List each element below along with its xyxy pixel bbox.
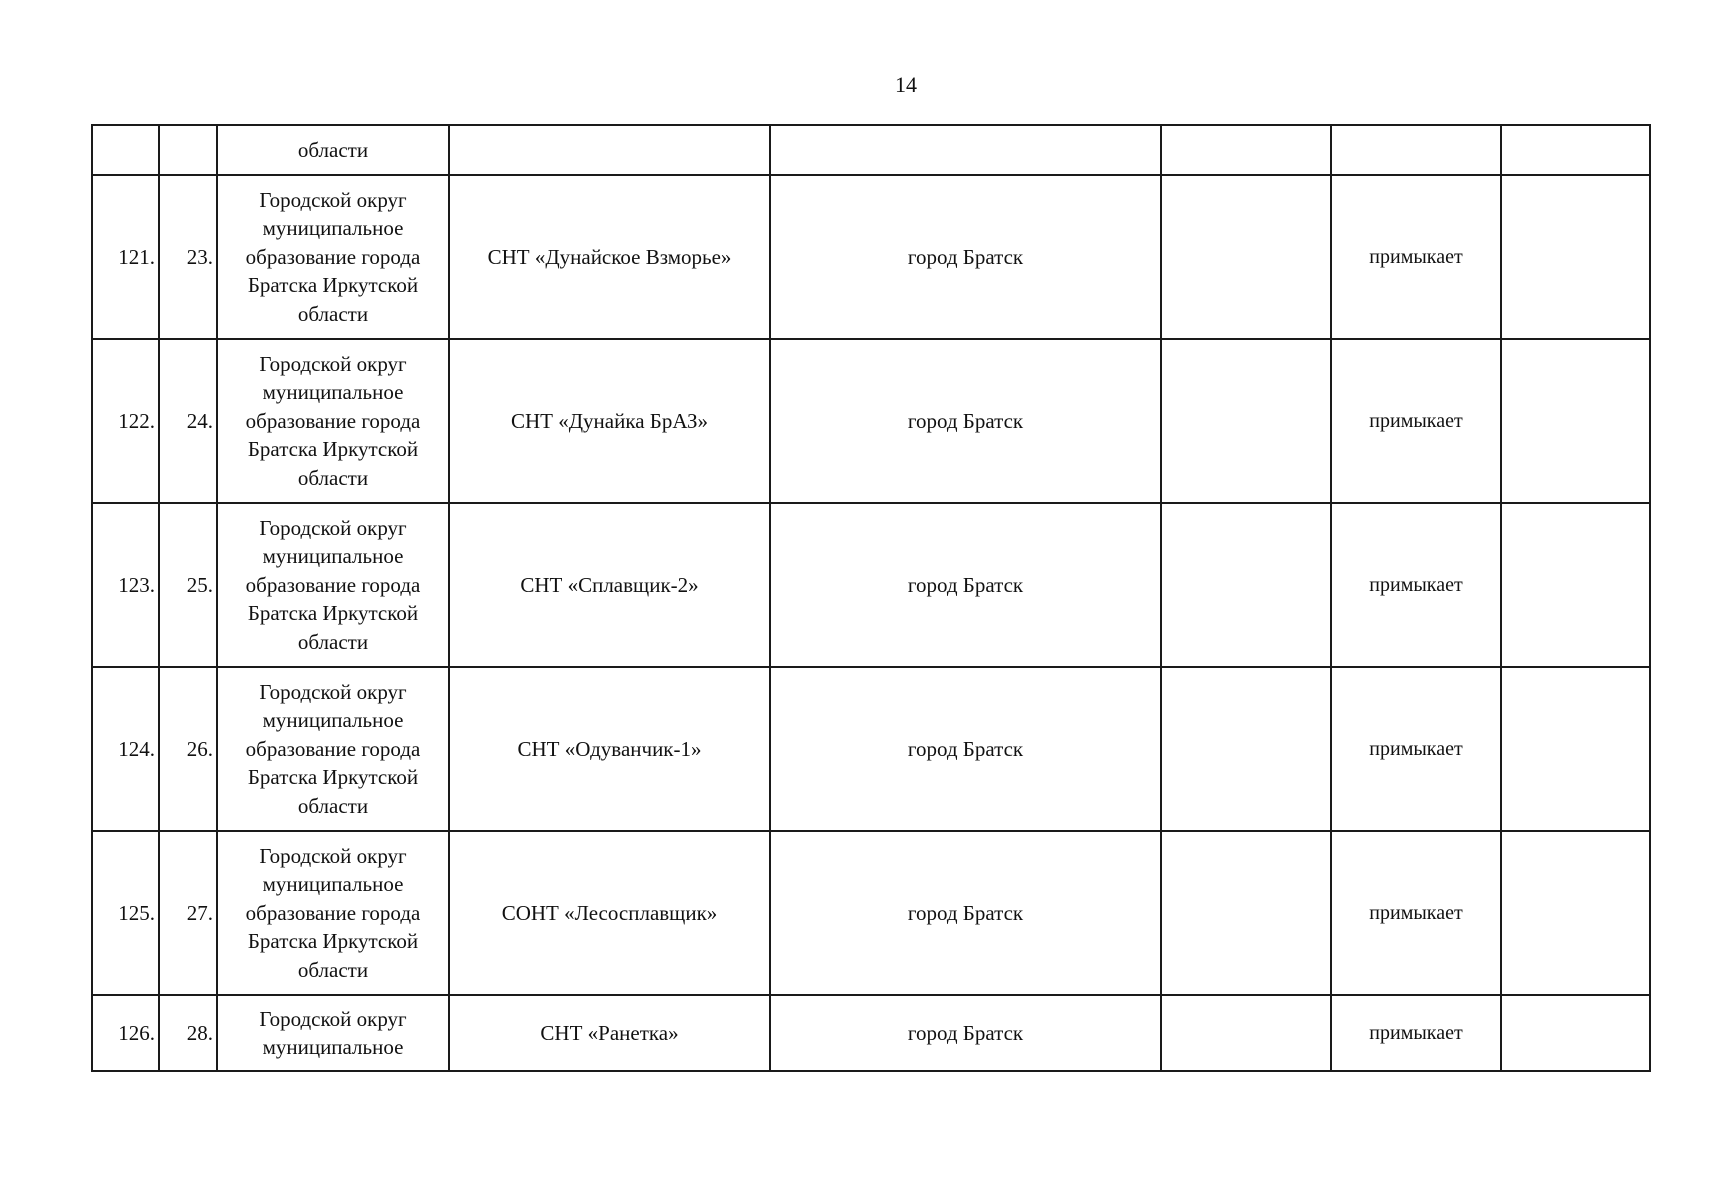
page-number: 14 xyxy=(895,72,917,97)
municipality-text: Городской округ муниципальное образование города Братска Иркутской области xyxy=(245,351,421,490)
cell-locality xyxy=(770,125,1161,175)
cell-extra xyxy=(1161,175,1331,339)
cell-subindex: 26. xyxy=(159,667,217,831)
cell-note xyxy=(1501,175,1650,339)
cell-note xyxy=(1501,339,1650,503)
cell-municipality xyxy=(217,175,449,339)
cell-subindex xyxy=(159,125,217,175)
cell-extra xyxy=(1161,831,1331,995)
cell-index: 122. xyxy=(92,339,159,503)
cell-note xyxy=(1501,125,1650,175)
table-row xyxy=(92,175,1650,339)
cell-extra xyxy=(1161,339,1331,503)
cell-subindex: 23. xyxy=(159,175,217,339)
cell-locality: город Братск xyxy=(770,667,1161,831)
cell-name: СНТ «Одуванчик-1» xyxy=(449,667,770,831)
table-row xyxy=(92,831,1650,995)
table-row xyxy=(92,995,1650,1071)
cell-note xyxy=(1501,503,1650,667)
municipality-text: Городской округ муниципальное образование города Братска Иркутской области xyxy=(245,515,421,654)
cell-relation: примыкает xyxy=(1331,503,1501,667)
cell-name: СНТ «Дунайка БрАЗ» xyxy=(449,339,770,503)
cell-note xyxy=(1501,831,1650,995)
cell-name: СОНТ «Лесосплавщик» xyxy=(449,831,770,995)
cell-relation: примыкает xyxy=(1331,667,1501,831)
cell-relation: примыкает xyxy=(1331,339,1501,503)
cell-municipality xyxy=(217,831,449,995)
table-row xyxy=(92,503,1650,667)
cell-name: СНТ «Ранетка» xyxy=(449,995,770,1071)
cell-locality: город Братск xyxy=(770,995,1161,1071)
municipality-text: Городской округ муниципальное образование города Братска Иркутской области xyxy=(245,187,421,326)
cell-relation: примыкает xyxy=(1331,995,1501,1071)
cell-note xyxy=(1501,667,1650,831)
cell-extra xyxy=(1161,995,1331,1071)
cell-index: 125. xyxy=(92,831,159,995)
municipality-text: Городской округ муниципальное образование города Братска Иркутской области xyxy=(245,843,421,982)
municipality-text: Городской округ муниципальное образование города Братска Иркутской области xyxy=(245,679,421,818)
cell-extra xyxy=(1161,125,1331,175)
cell-extra xyxy=(1161,667,1331,831)
cell-name: СНТ «Дунайское Взморье» xyxy=(449,175,770,339)
cell-note xyxy=(1501,995,1650,1071)
cell-subindex: 27. xyxy=(159,831,217,995)
cell-index: 124. xyxy=(92,667,159,831)
cell-locality: город Братск xyxy=(770,175,1161,339)
table-row-continuation xyxy=(92,125,1650,175)
municipality-text: Городской округ муниципальное xyxy=(259,1006,407,1059)
table-row xyxy=(92,667,1650,831)
cell-locality: город Братск xyxy=(770,339,1161,503)
table-row xyxy=(92,339,1650,503)
cell-name xyxy=(449,125,770,175)
cell-municipality xyxy=(217,667,449,831)
registry-table xyxy=(91,124,1651,1072)
cell-extra xyxy=(1161,503,1331,667)
cell-index: 126. xyxy=(92,995,159,1071)
cell-relation xyxy=(1331,125,1501,175)
cell-index xyxy=(92,125,159,175)
cell-subindex: 25. xyxy=(159,503,217,667)
cell-name: СНТ «Сплавщик-2» xyxy=(449,503,770,667)
cell-index: 121. xyxy=(92,175,159,339)
cell-subindex: 24. xyxy=(159,339,217,503)
cell-municipality xyxy=(217,503,449,667)
cell-index: 123. xyxy=(92,503,159,667)
cell-municipality xyxy=(217,995,449,1071)
cell-locality: город Братск xyxy=(770,831,1161,995)
cell-municipality xyxy=(217,339,449,503)
cell-municipality: области xyxy=(217,125,449,175)
cell-locality: город Братск xyxy=(770,503,1161,667)
cell-relation: примыкает xyxy=(1331,831,1501,995)
cell-relation: примыкает xyxy=(1331,175,1501,339)
cell-subindex: 28. xyxy=(159,995,217,1071)
